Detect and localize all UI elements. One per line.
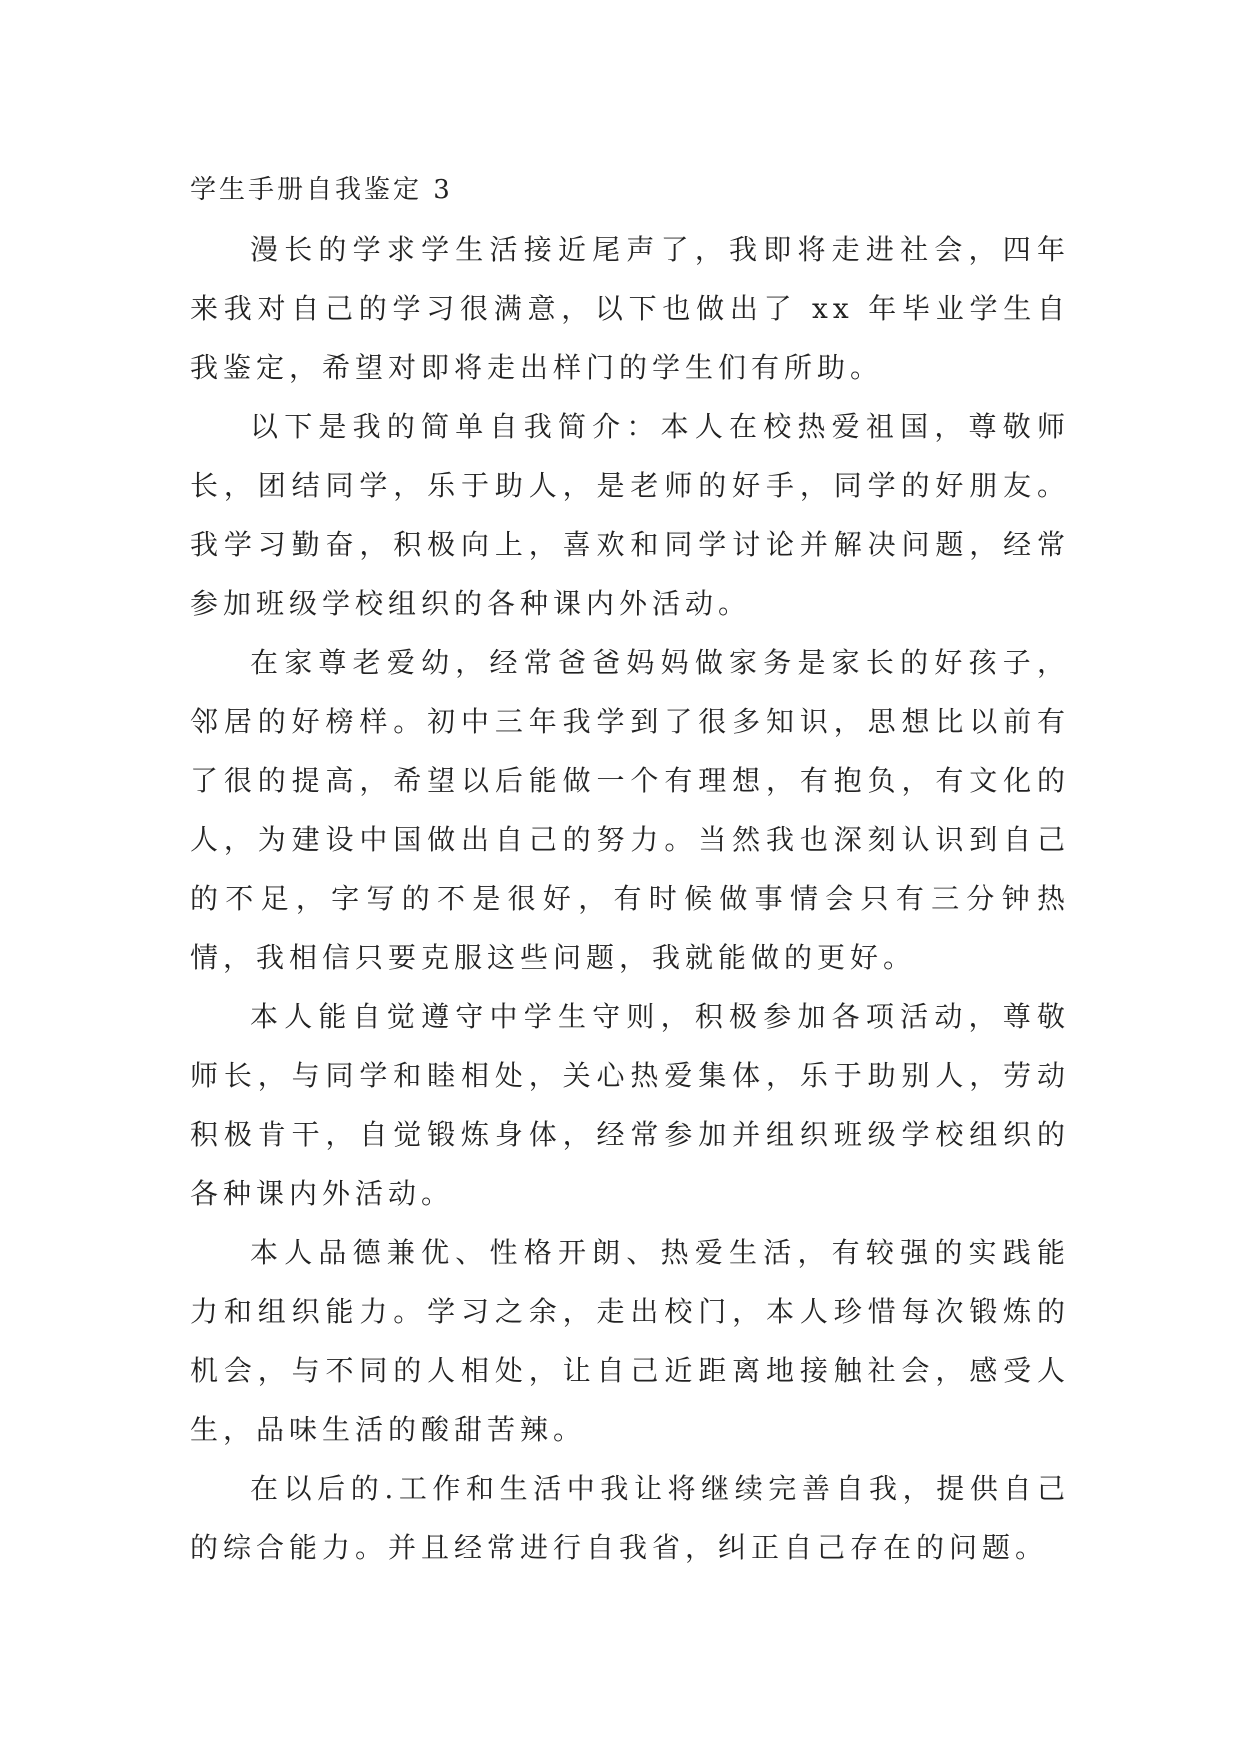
paragraph-intro: 漫长的学求学生活接近尾声了，我即将走进社会，四年来我对自己的学习很满意，以下也做出了 xx 年毕业学生自我鉴定，希望对即将走出样门的学生们有所助。 [190,233,1070,384]
paragraph-self-introduction: 以下是我的简单自我简介：本人在校热爱祖国，尊敬师长，团结同学，乐于助人，是老师的好手，同学的好朋友。我学习勤奋，积极向上，喜欢和同学讨论并解决问题，经常参加班级学校组织的各种课内外活动。 [190,410,1070,620]
paragraph-future: 在以后的.工作和生活中我让将继续完善自我，提供自己的综合能力。并且经常进行自我省，纠正自己存在的问题。 [190,1472,1070,1564]
paragraph-family-and-study: 在家尊老爱幼，经常爸爸妈妈做家务是家长的好孩子，邻居的好榜样。初中三年我学到了很多知识，思想比以前有了很的提高，希望以后能做一个有理想，有抱负，有文化的人，为建设中国做出自己的努力。当然我也深刻认识到自己的不足，字写的不是很好，有时候做事情会只有三分钟热情，我相信只要克服这些问题，我就能做的更好。 [190,646,1070,974]
paragraph-conduct: 本人能自觉遵守中学生守则，积极参加各项活动，尊敬师长，与同学和睦相处，关心热爱集体，乐于助别人，劳动积极肯干，自觉锻炼身体，经常参加并组织班级学校组织的各种课内外活动。 [190,1000,1070,1210]
document-title: 学生手册自我鉴定 3 [190,175,453,205]
paragraph-character: 本人品德兼优、性格开朗、热爱生活，有较强的实践能力和组织能力。学习之余，走出校门，本人珍惜每次锻炼的机会，与不同的人相处，让自己近距离地接触社会，感受人生，品味生活的酸甜苦辣。 [190,1236,1070,1446]
document-body [190,160,1070,1577]
